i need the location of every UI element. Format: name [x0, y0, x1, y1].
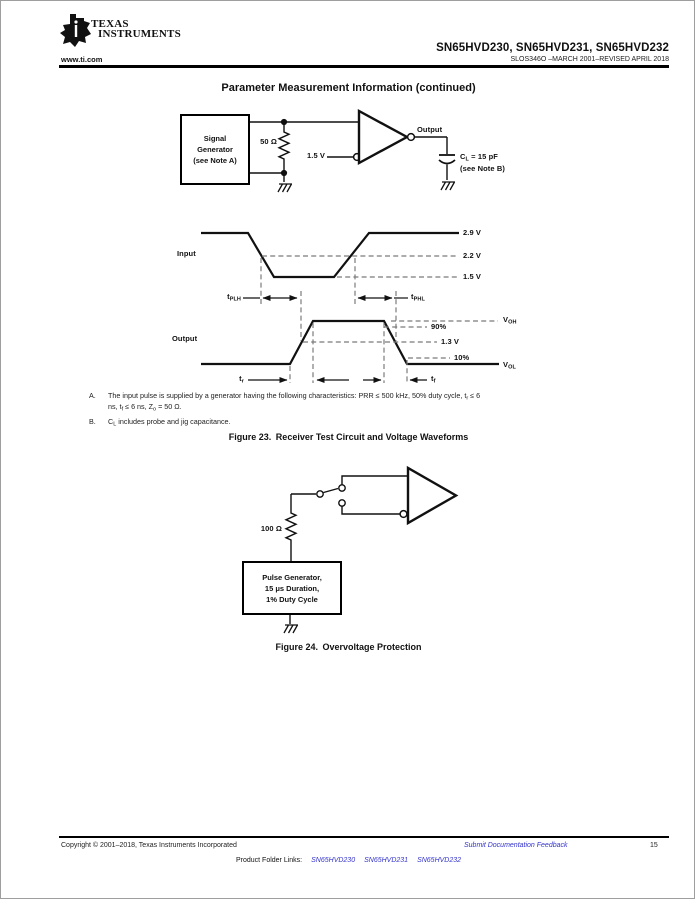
tphl-label: $t_{PHL}$ [411, 292, 425, 303]
input-wave-label: Input [177, 249, 196, 258]
cap-note-label: (see Note B) [460, 164, 505, 173]
header-rule [59, 65, 669, 68]
pulse-generator-label-1: Pulse Generator, [262, 572, 322, 582]
level-10pct-label: 10% [454, 353, 470, 362]
vol-label: $V_{OL}$ [503, 360, 516, 371]
level-1v5-label: 1.5 V [463, 272, 482, 281]
company-name-line1: TEXAS [91, 18, 129, 30]
level-90pct-label: 90% [431, 322, 447, 331]
product-link-hvd231[interactable]: SN65HVD231 [364, 857, 409, 864]
pulse-generator-label-3: 1% Duty Cycle [266, 594, 318, 604]
schematic-and-waveform-drawing [1, 1, 695, 899]
level-1v3-label: 1.3 V [441, 337, 460, 346]
tf-label: $t_f$ [431, 374, 436, 385]
fig24-caption: Figure 24. Overvoltage Protection [275, 642, 422, 652]
note-b: B. $C_L$ includes probe and jig capacitance. [89, 417, 231, 428]
signal-generator-box [180, 114, 250, 185]
note-b-label: B. [89, 417, 96, 426]
tr-label: $t_r$ [239, 374, 244, 385]
part-numbers: SN65HVD230, SN65HVD231, SN65HVD232 [436, 42, 669, 54]
tplh-label: $t_{PLH}$ [227, 292, 241, 303]
resistor-100ohm-label: 100 Ω [260, 524, 282, 533]
level-2v9-label: 2.9 V [463, 228, 482, 237]
website-link[interactable]: www.ti.com [61, 55, 103, 64]
product-link-hvd230[interactable]: SN65HVD230 [311, 857, 356, 864]
fig23-caption: Figure 23. Receiver Test Circuit and Voltage Waveforms [228, 432, 469, 442]
note-a: A. The input pulse is supplied by a generator having the following characteristics: PRR ≤ 500 kHz, 50% duty cycle, $t_r \le 6$ ns, $t_f \le 6$ ns, $Z_o = 50$ Ω. [89, 391, 481, 413]
product-links-label: Product Folder Links: [235, 857, 303, 864]
feedback-link[interactable]: Submit Documentation Feedback [464, 842, 568, 849]
pulse-generator-box [242, 561, 342, 615]
footer-rule [59, 836, 669, 838]
output-net-label: Output [417, 125, 443, 134]
cap-value-label: $C_L = 15$ pF [460, 152, 498, 163]
product-link-hvd232[interactable]: SN65HVD232 [417, 857, 462, 864]
page-number: 15 [650, 842, 658, 849]
signal-generator-label-1: Signal [203, 134, 227, 143]
company-name-line2: INSTRUMENTS [98, 28, 181, 40]
cap-symbol: C [460, 152, 466, 161]
product-folder-links [1, 857, 695, 864]
fig23-circuit [246, 111, 455, 192]
signal-generator-label-2: Generator [197, 145, 233, 154]
level-2v2-label: 2.2 V [463, 251, 482, 260]
voh-label: $V_{OH}$ [503, 315, 517, 326]
copyright-text: Copyright © 2001–2018, Texas Instruments Incorporated [61, 842, 237, 849]
signal-generator-label-3: (see Note A) [193, 156, 237, 165]
company-name [91, 19, 181, 39]
output-wave-label: Output [172, 334, 198, 343]
note-a-label: A. [89, 391, 96, 400]
resistor-50ohm-label: 50 Ω [260, 137, 277, 146]
section-title: Parameter Measurement Information (continued) [221, 82, 476, 94]
doc-revision: SLOS346O –MARCH 2001–REVISED APRIL 2018 [510, 56, 669, 63]
vref-label: 1.5 V [306, 151, 325, 160]
pulse-generator-label-2: 15 μs Duration, [264, 583, 320, 593]
